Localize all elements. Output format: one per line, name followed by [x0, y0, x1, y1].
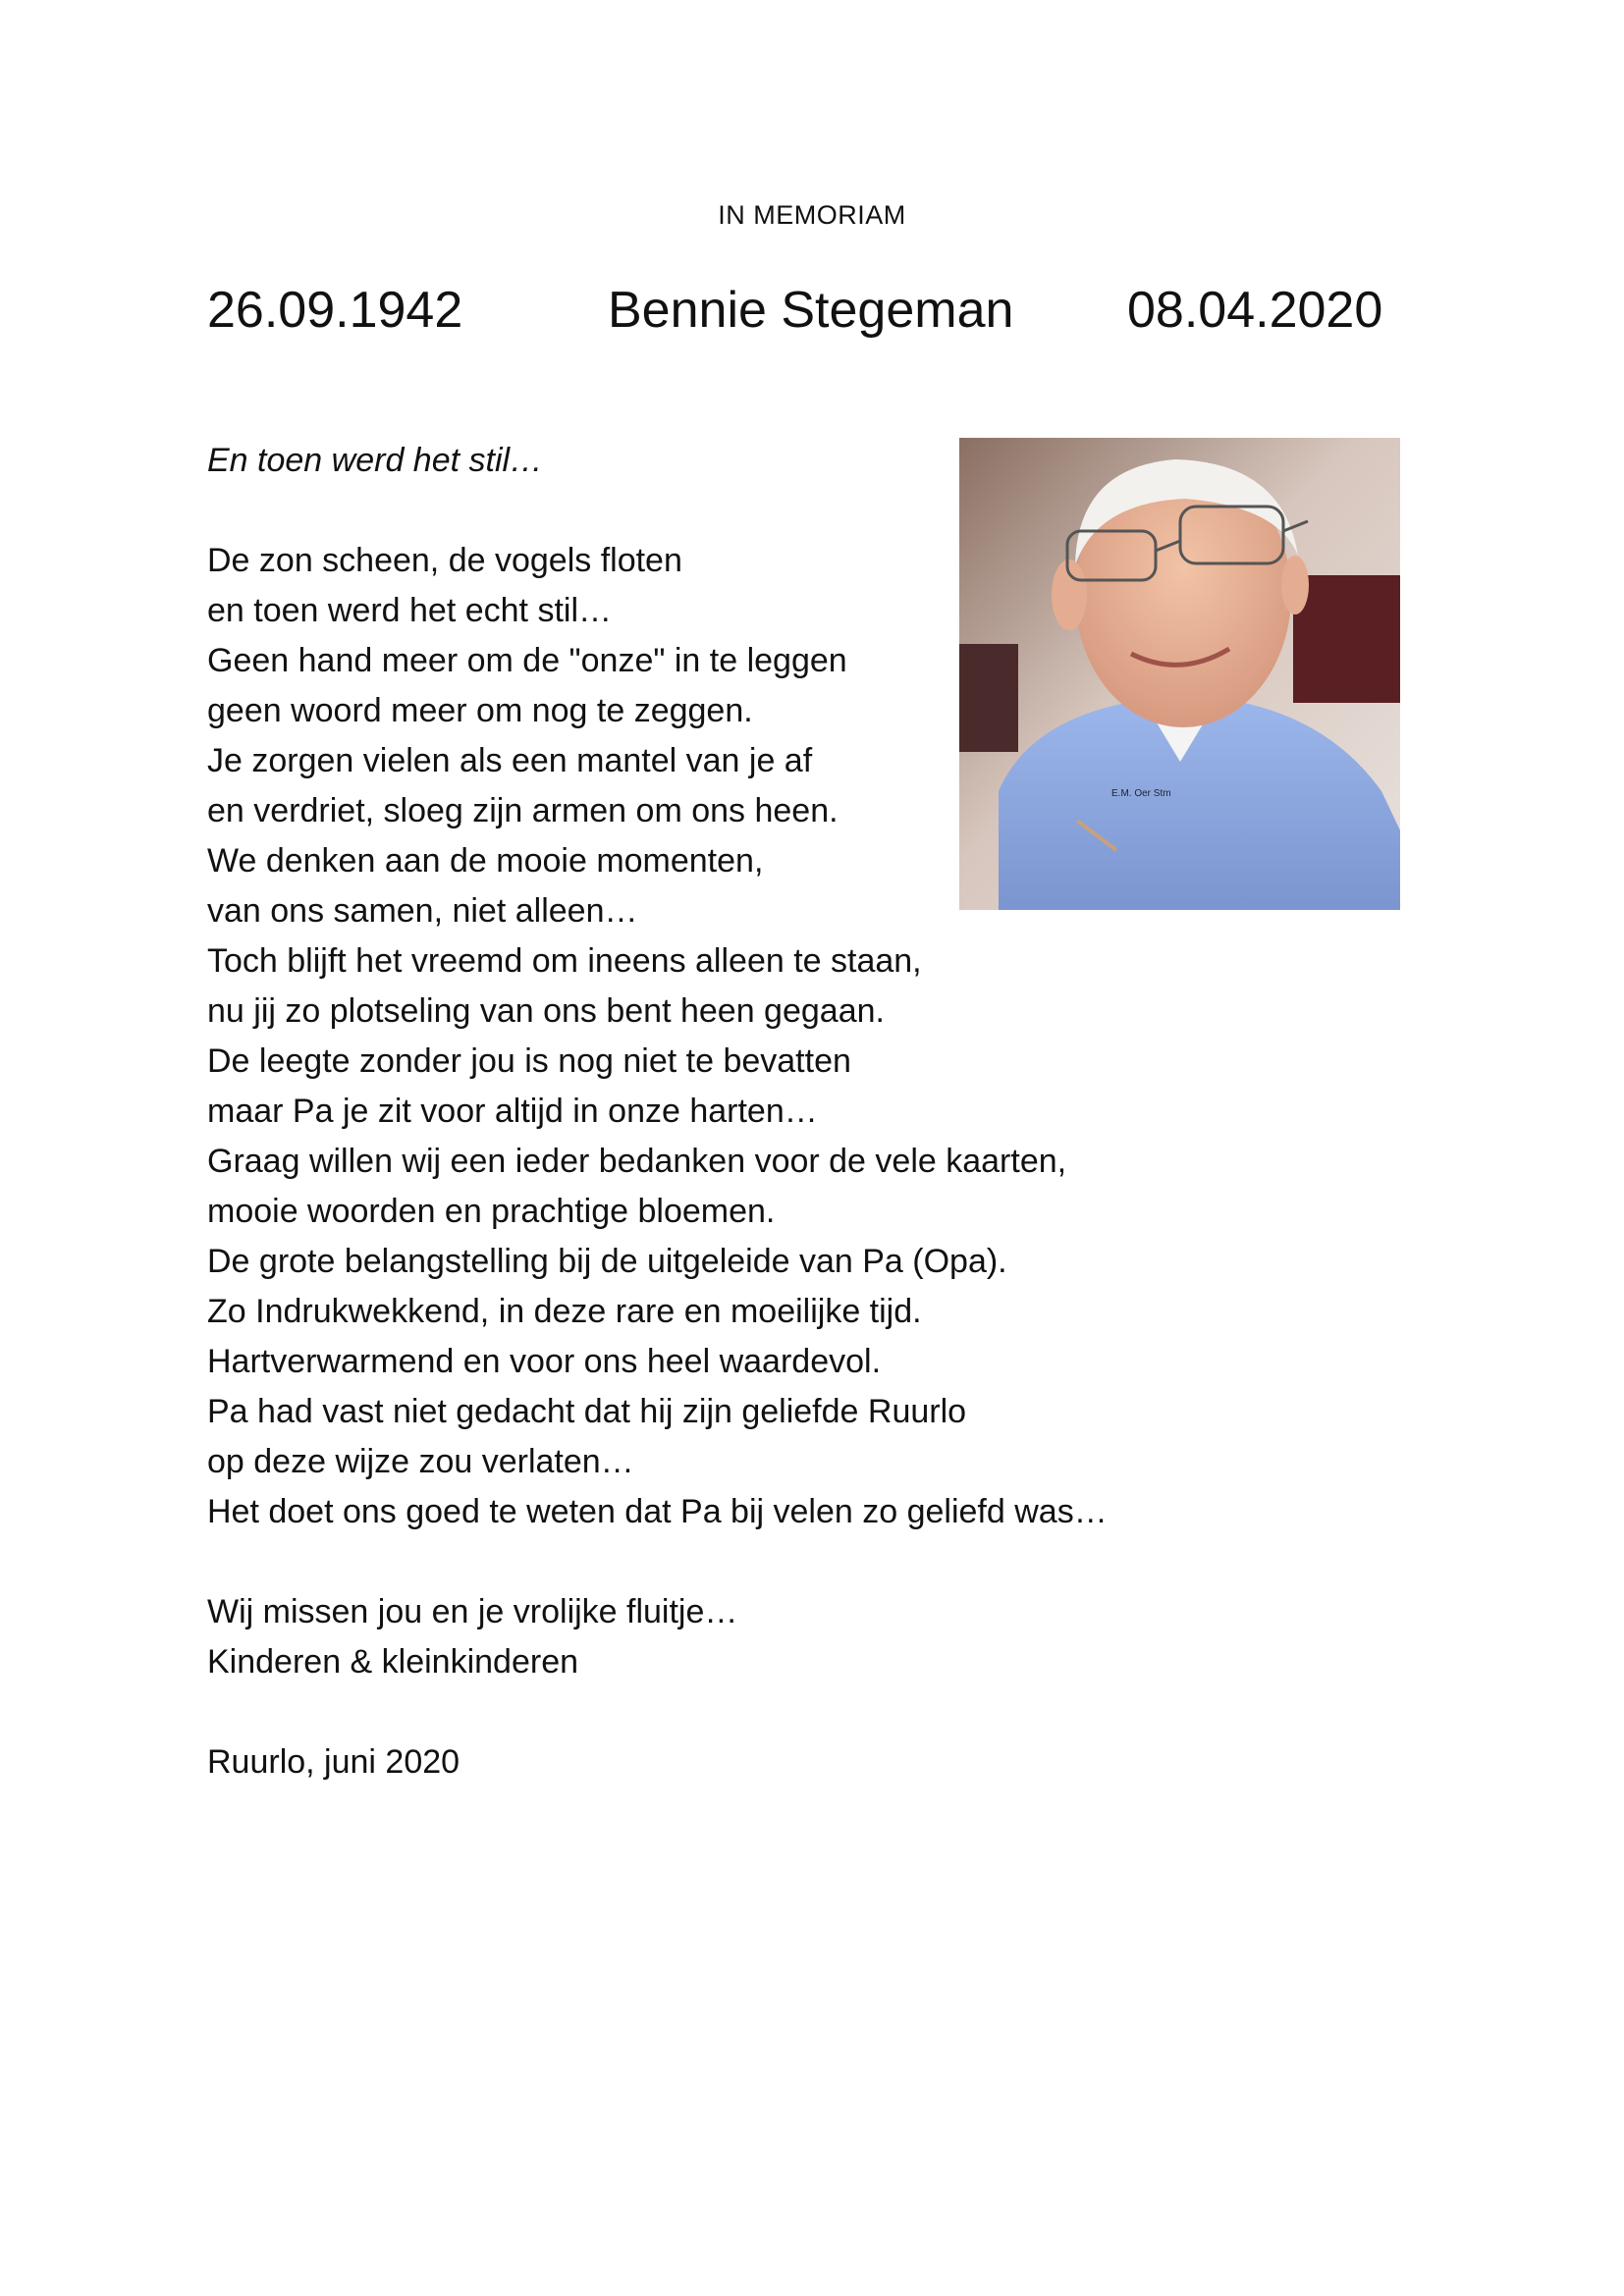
poem-line: geen woord meer om nog te zeggen. — [207, 692, 753, 729]
poem-line: Graag willen wij een ieder bedanken voor de vele kaarten, — [207, 1143, 1067, 1180]
poem — [207, 536, 1435, 1537]
poem-line: Zo Indrukwekkend, in deze rare en moeilijke tijd. — [207, 1293, 922, 1330]
poem-line: op deze wijze zou verlaten… — [207, 1443, 634, 1480]
birth-date: 26.09.1942 — [207, 282, 463, 339]
deceased-name: Bennie Stegeman — [608, 282, 1014, 339]
poem-line: nu jij zo plotseling van ons bent heen gegaan. — [207, 992, 885, 1030]
spacer — [207, 1537, 1435, 1587]
document-heading: IN MEMORIAM — [718, 200, 906, 230]
closing — [207, 1587, 1435, 1687]
poem-line: maar Pa je zit voor altijd in onze harten… — [207, 1093, 818, 1130]
poem-line: De zon scheen, de vogels floten — [207, 542, 682, 579]
closing-line: Wij missen jou en je vrolijke fluitje… — [207, 1593, 738, 1630]
poem-line: Pa had vast niet gedacht dat hij zijn geliefde Ruurlo — [207, 1393, 967, 1430]
poem-line: De leegte zonder jou is nog niet te bevatten — [207, 1042, 851, 1080]
poem-line: De grote belangstelling bij de uitgeleide van Pa (Opa). — [207, 1243, 1007, 1280]
spacer — [207, 486, 1435, 536]
death-date: 08.04.2020 — [1127, 282, 1383, 339]
poem-line: Geen hand meer om de "onze" in te leggen — [207, 642, 847, 679]
poem-line: van ons samen, niet alleen… — [207, 892, 638, 930]
poem-line: Je zorgen vielen als een mantel van je af — [207, 742, 813, 779]
closing-line: Kinderen & kleinkinderen — [207, 1643, 579, 1681]
poem-line: en toen werd het echt stil… — [207, 592, 613, 629]
spacer — [207, 1687, 1435, 1737]
poem-line: mooie woorden en prachtige bloemen. — [207, 1193, 776, 1230]
poem-line: Toch blijft het vreemd om ineens alleen te staan, — [207, 942, 922, 980]
place-date: Ruurlo, juni 2020 — [207, 1743, 460, 1781]
intro-line: En toen werd het stil… — [207, 442, 544, 479]
memorial-text — [207, 436, 1435, 1788]
poem-line: Hartverwarmend en voor ons heel waardevol. — [207, 1343, 882, 1380]
poem-line: en verdriet, sloeg zijn armen om ons heen. — [207, 792, 839, 829]
title-row — [207, 281, 1385, 349]
poem-line: Het doet ons goed te weten dat Pa bij velen zo geliefd was… — [207, 1493, 1108, 1530]
shirt-print: E.M. Oer Stm — [1111, 788, 1171, 799]
poem-line: We denken aan de mooie momenten, — [207, 842, 764, 880]
